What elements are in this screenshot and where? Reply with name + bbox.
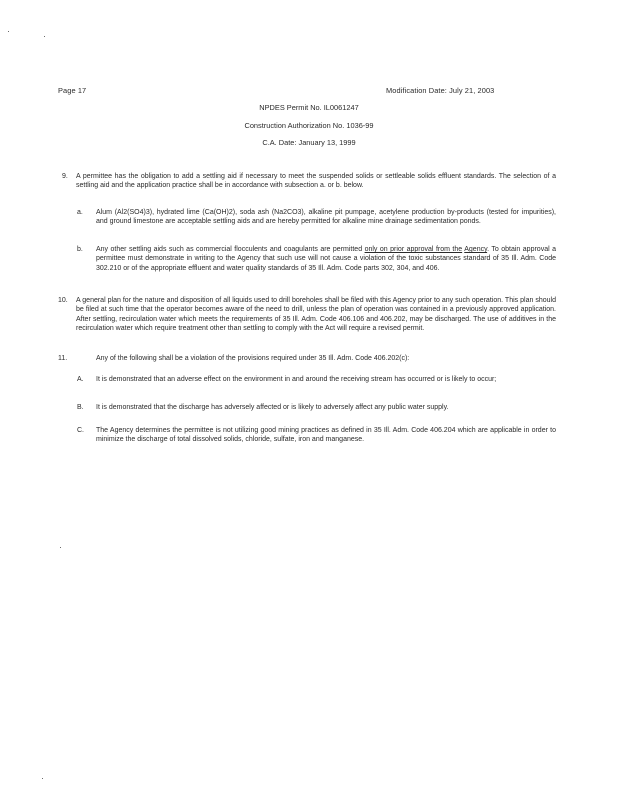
permit-number: NPDES Permit No. IL0061247 — [259, 103, 359, 112]
prior-approval-underline: only on prior approval from the — [364, 246, 463, 253]
scan-speck — [60, 547, 61, 548]
item-number: 10. — [58, 297, 68, 304]
subitem-label: b. — [77, 246, 83, 253]
construction-authorization: Construction Authorization No. 1036-99 — [244, 121, 374, 130]
item-number: 9. — [62, 173, 68, 180]
scan-speck — [42, 778, 43, 779]
subitem-label: B. — [77, 404, 84, 411]
subitem-text-part: Any other settling aids such as commercial flocculents and coagulants are permitted — [96, 246, 365, 253]
subitem-text: It is demonstrated that the discharge has adversely affected or is likely to adversely affect any public water supply. — [96, 404, 449, 411]
scan-speck — [8, 31, 9, 32]
subitem-label: C. — [77, 427, 84, 434]
subitem-text: It is demonstrated that an adverse effect on the environment in and around the receiving stream has occurred or is likely to occur; — [96, 376, 497, 383]
scan-speck — [44, 36, 45, 37]
item-number: 11. — [58, 355, 68, 362]
subitem-text: Alum (Al2(SO4)3), hydrated lime (Ca(OH)2), soda ash (Na2CO3), alkaline pit pumpage, acetylene production by-products (tested for impurities), and ground limestone are acceptable settling aids and are hereby permitted for alkaline mine drainage sedimentation ponds. — [96, 209, 556, 226]
item-intro: Any of the following shall be a violation of the provisions required under 35 Ill. Adm. Code 406.202(c): — [96, 355, 410, 362]
ca-date: C.A. Date: January 13, 1999 — [262, 138, 356, 147]
item-text: A permittee has the obligation to add a settling aid if necessary to meet the suspended solids or settleable solids effluent standards. The selection of a settling aid and the application practice shall be in accordance with subsection a. or b. below. — [76, 173, 556, 190]
modification-date: Modification Date: July 21, 2003 — [386, 86, 495, 95]
subitem-label: A. — [77, 376, 84, 383]
subitem-text — [96, 245, 556, 273]
subitem-text: The Agency determines the permittee is not utilizing good mining practices as defined in 35 Ill. Adm. Code 406.204 which are applicable in order to minimize the discharge of total dissolved solids, chloride, sulfate, iron and manganese. — [96, 427, 556, 444]
agency-underline: Agency — [464, 246, 488, 253]
subitem-label: a. — [77, 209, 83, 216]
item-text: A general plan for the nature and disposition of all liquids used to drill boreholes shall be filed with this Agency prior to any such operation. This plan should be filed at such time that the operator becomes aware of the need to drill, unless the plan of operation was contained in a previously approved application. After settling, recirculation water which meets the requirements of 35 Ill. Adm. Code 406.106 and 406.202, may be discharged. The use of additives in the recirculation water which require treatment other than settling to comply with the Act will require a revised permit. — [76, 297, 556, 332]
page-number: Page 17 — [58, 86, 87, 95]
subitem-text-part: . To obtain approval a permittee must demonstrate in writing to the Agency that such use will not cause a violation of the toxic substances standard of 35 Ill. Adm. Code 302.210 or of the appropriate effluent and water quality standards of 35 Ill. Adm. Code parts 302, 304, and 406. — [96, 246, 557, 272]
